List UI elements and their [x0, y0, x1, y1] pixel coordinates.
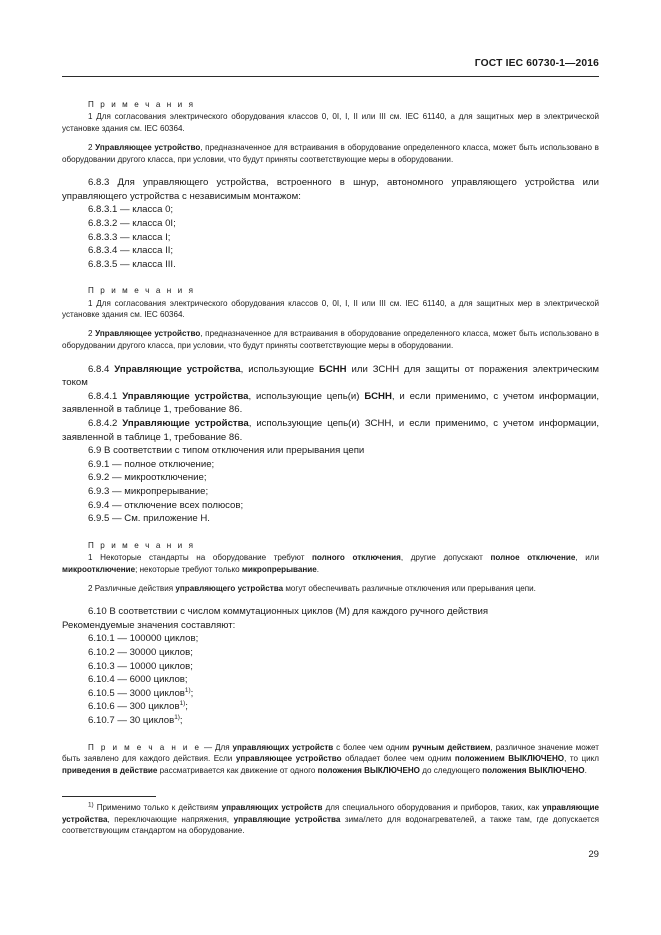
clause-6-8-4-2-number: 6.8.4.2	[88, 417, 123, 429]
footnote-1-term-1: управляющих устройств	[221, 803, 323, 812]
note-2-item-2-number: 2	[88, 329, 96, 339]
page-number: 29	[588, 849, 599, 860]
note-3-item-2-text: могут обеспечивать различные отключения или прерывания цепи.	[283, 583, 536, 593]
note-1-item-2-text: , предназначенное для встраивания в оборудование определенного класса, может быть использовано в оборудовании другого класса, при условии, что будут приняты соответствующие меры в оборудовании.	[62, 142, 599, 164]
note-3-item-1-pre: 1 Некоторые стандарты на оборудование требуют	[88, 553, 313, 563]
clause-6-8-4-text: или ЗСНН для защиты от поражения электрическим током	[62, 363, 599, 389]
note-3-item-2-term-1: управляющего устройства	[175, 583, 284, 593]
clause-6-10-intro-line-1: 6.10 В соответствии с числом коммутационных циклов (М) для каждого ручного действия	[88, 606, 489, 618]
note-3-item-1-term-2: полное отключение	[490, 553, 576, 563]
note-2-item-2-term: Управляющее устройство	[95, 329, 201, 339]
final-note-mid-6: до следующего	[419, 765, 483, 775]
clause-6-8-4-mid-1: , использующие	[240, 363, 320, 375]
note-3-item-1-term-3: микроотключение	[62, 564, 136, 574]
final-note-mid-4: , то цикл	[564, 754, 599, 764]
note-3-item-1-end: .	[316, 564, 319, 574]
footnote-1	[62, 802, 599, 837]
clause-6-8-3-intro: 6.8.3 Для управляющего устройства, встроенного в шнур, автономного управляющего устройства или управляющего устройства с независимым монтажом:	[62, 177, 599, 202]
clause-6-8-4-intro	[62, 363, 599, 390]
clause-6-10-1: 6.10.1 — 100000 циклов;	[88, 633, 199, 645]
footnote-area	[62, 796, 599, 837]
clause-6-8-3-2: 6.8.3.2 — класса 0I;	[88, 218, 176, 229]
final-note-mid-2: , различное значение может быть заявлено для каждого действия. Если	[62, 742, 599, 764]
clause-6-8-4-term-2: БСНН	[319, 363, 347, 375]
note-3-item-1	[62, 552, 599, 575]
clause-6-9-2: 6.9.2 — микроотключение;	[88, 472, 207, 484]
clause-6-8-3-5: 6.8.3.5 — класса III.	[88, 258, 176, 270]
clause-6-8-3-3: 6.8.3.3 — класса I;	[88, 231, 171, 243]
clause-6-10-2: 6.10.2 — 30000 циклов;	[88, 647, 193, 659]
clause-6-10-7-suffix: ;	[179, 714, 183, 726]
note-3-item-2	[62, 583, 599, 595]
note-2-item-2-text: , предназначенное для встраивания в оборудование определенного класса, может быть использовано в оборудовании другого класса, при условии, что будут приняты соответствующие меры в оборудовании.	[62, 329, 599, 350]
footnote-marker: 1)	[179, 700, 186, 708]
footnote-1-pre: Применимо только к действиям	[93, 803, 222, 812]
note-1-item-1: 1 Для согласования электрического оборудования классов 0, 0I, I, II или III см. IEC 61140, а для защитных мер в электрической установке здания см. IEC 60364.	[62, 112, 599, 134]
footnote-1-term-3: управляющие устройства	[233, 814, 341, 824]
final-note-term-1: управляющих устройств	[232, 742, 334, 752]
notes-heading-3: П р и м е ч а н и я	[88, 540, 196, 550]
clause-6-10-7-text: 6.10.7 — 30 циклов	[88, 714, 175, 726]
clause-6-8-4-2	[62, 417, 599, 444]
running-header	[62, 57, 599, 79]
final-note-mid-1: с более чем одним	[333, 742, 413, 752]
clause-6-9-5: 6.9.5 — См. приложение Н.	[88, 513, 210, 525]
clause-6-9-intro: 6.9 В соответствии с типом отключения или прерывания цепи	[88, 445, 365, 457]
final-note-term-7: положения ВЫКЛЮЧЕНО	[482, 765, 585, 775]
clause-6-8-4-1-term-2: БСНН	[364, 390, 392, 402]
footnote-marker: 1)	[184, 686, 191, 694]
note-2-item-2	[62, 328, 599, 351]
note-1-item-2	[62, 142, 599, 165]
note-1-item-2-term: Управляющее устройство	[95, 142, 201, 152]
clause-6-10-7	[62, 714, 599, 728]
clause-6-10-5	[62, 687, 599, 701]
clause-6-10-6-text: 6.10.6 — 300 циклов	[88, 701, 180, 713]
clause-6-8-4-1-term-1: Управляющие устройства	[122, 390, 249, 402]
final-note-term-3: управляющее устройство	[235, 754, 342, 764]
clause-6-8-4-1-number: 6.8.4.1	[88, 390, 123, 402]
clause-6-10-4: 6.10.4 — 6000 циклов;	[88, 674, 188, 686]
clause-6-10-5-text: 6.10.5 — 3000 циклов	[88, 687, 185, 699]
note-3-item-1-mid-1: , другие допускают	[400, 553, 491, 563]
spacer	[62, 271, 599, 278]
header-divider	[62, 76, 599, 77]
clause-6-8-4-1-text: , и если применимо, с учетом информации, заявленной в таблице 1, требование 86.	[62, 390, 599, 416]
clause-6-10-5-suffix: ;	[190, 687, 194, 699]
spacer	[62, 352, 599, 363]
note-3-item-1-mid-2: , или	[575, 553, 600, 563]
notes-heading-1: П р и м е ч а н и я	[88, 100, 196, 109]
final-note-dash: — Для	[201, 742, 233, 752]
clause-6-9-3: 6.9.3 — микропрерывание;	[88, 485, 209, 497]
clause-6-9-4: 6.9.4 — отключение всех полюсов;	[88, 499, 244, 511]
clause-6-9-1: 6.9.1 — полное отключение;	[88, 458, 215, 470]
clause-6-8-3-4: 6.8.3.4 — класса II;	[88, 245, 174, 257]
footnote-1-mid-2: , переключающие напряжения,	[107, 814, 234, 824]
footnote-1-mid-3: зима/лето для водонагревателей, а также там, где допускается соответствующим стандартом на оборудование.	[62, 814, 600, 836]
footnote-reference-marker: 1)	[88, 801, 94, 809]
notes-heading-2: П р и м е ч а н и я	[88, 286, 196, 296]
clause-6-8-4-2-text: , использующие цепь(и) ЗСНН, и если применимо, с учетом информации, заявленной в таблице 1, требование 86.	[62, 417, 600, 443]
standard-title: ГОСТ IEC 60730-1—2016	[474, 58, 599, 69]
final-note	[62, 742, 599, 777]
clause-6-10-3: 6.10.3 — 10000 циклов;	[88, 660, 193, 672]
clause-6-10-intro-line-2: Рекомендуемые значения составляют:	[62, 619, 236, 631]
footnote-1-mid-1: для специального оборудования и приборов, таких, как	[322, 803, 543, 812]
clause-6-8-3-1: 6.8.3.1 — класса 0;	[88, 204, 174, 216]
note-1-item-2-number: 2	[88, 142, 96, 152]
final-note-mid-3: обладает более чем одним	[341, 754, 455, 764]
note-2-item-1: 1 Для согласования электрического оборудования классов 0, 0I, I, II или III см. IEC 61140, а для защитных мер в электрической установке здания см. IEC 60364.	[62, 298, 599, 320]
footnote-marker: 1)	[174, 713, 180, 721]
spacer	[62, 728, 599, 742]
clause-6-8-4-2-term-1: Управляющие устройства	[122, 417, 249, 429]
footnote-1-term-2: управляющие устройства	[62, 803, 599, 824]
final-note-term-4: положением ВЫКЛЮЧЕНО	[454, 754, 565, 764]
final-note-term-6: положения ВЫКЛЮЧЕНО	[317, 765, 420, 775]
clause-6-8-4-1	[62, 390, 599, 417]
spacer	[62, 576, 599, 583]
clause-6-8-4-1-mid-1: , использующие цепь(и)	[248, 390, 365, 402]
spacer	[62, 594, 599, 605]
final-note-term-5: приведения в действие	[62, 765, 158, 775]
footnote-divider	[62, 796, 156, 797]
clause-6-10-6-suffix: ;	[185, 701, 188, 713]
note-3-item-1-term-1: полного отключения	[312, 553, 401, 563]
clause-6-10-6	[62, 700, 599, 714]
final-note-label: П р и м е ч а н и е	[88, 742, 202, 752]
note-3-item-1-mid-3: ; некоторые требуют только	[135, 564, 242, 574]
final-note-end: .	[584, 765, 587, 775]
final-note-term-2: ручным действием	[412, 742, 491, 752]
final-note-mid-5: рассматривается как движение от одного	[157, 765, 318, 775]
spacer	[62, 165, 599, 176]
note-3-item-1-term-4: микропрерывание	[241, 564, 317, 574]
document-body	[62, 92, 599, 777]
spacer	[62, 135, 599, 142]
note-3-item-2-pre: 2 Различные действия	[88, 583, 176, 593]
clause-6-8-4-term-1: Управляющие устройства	[114, 363, 241, 375]
clause-6-8-4-number: 6.8.4	[88, 363, 115, 375]
spacer	[62, 526, 599, 533]
spacer	[62, 321, 599, 328]
